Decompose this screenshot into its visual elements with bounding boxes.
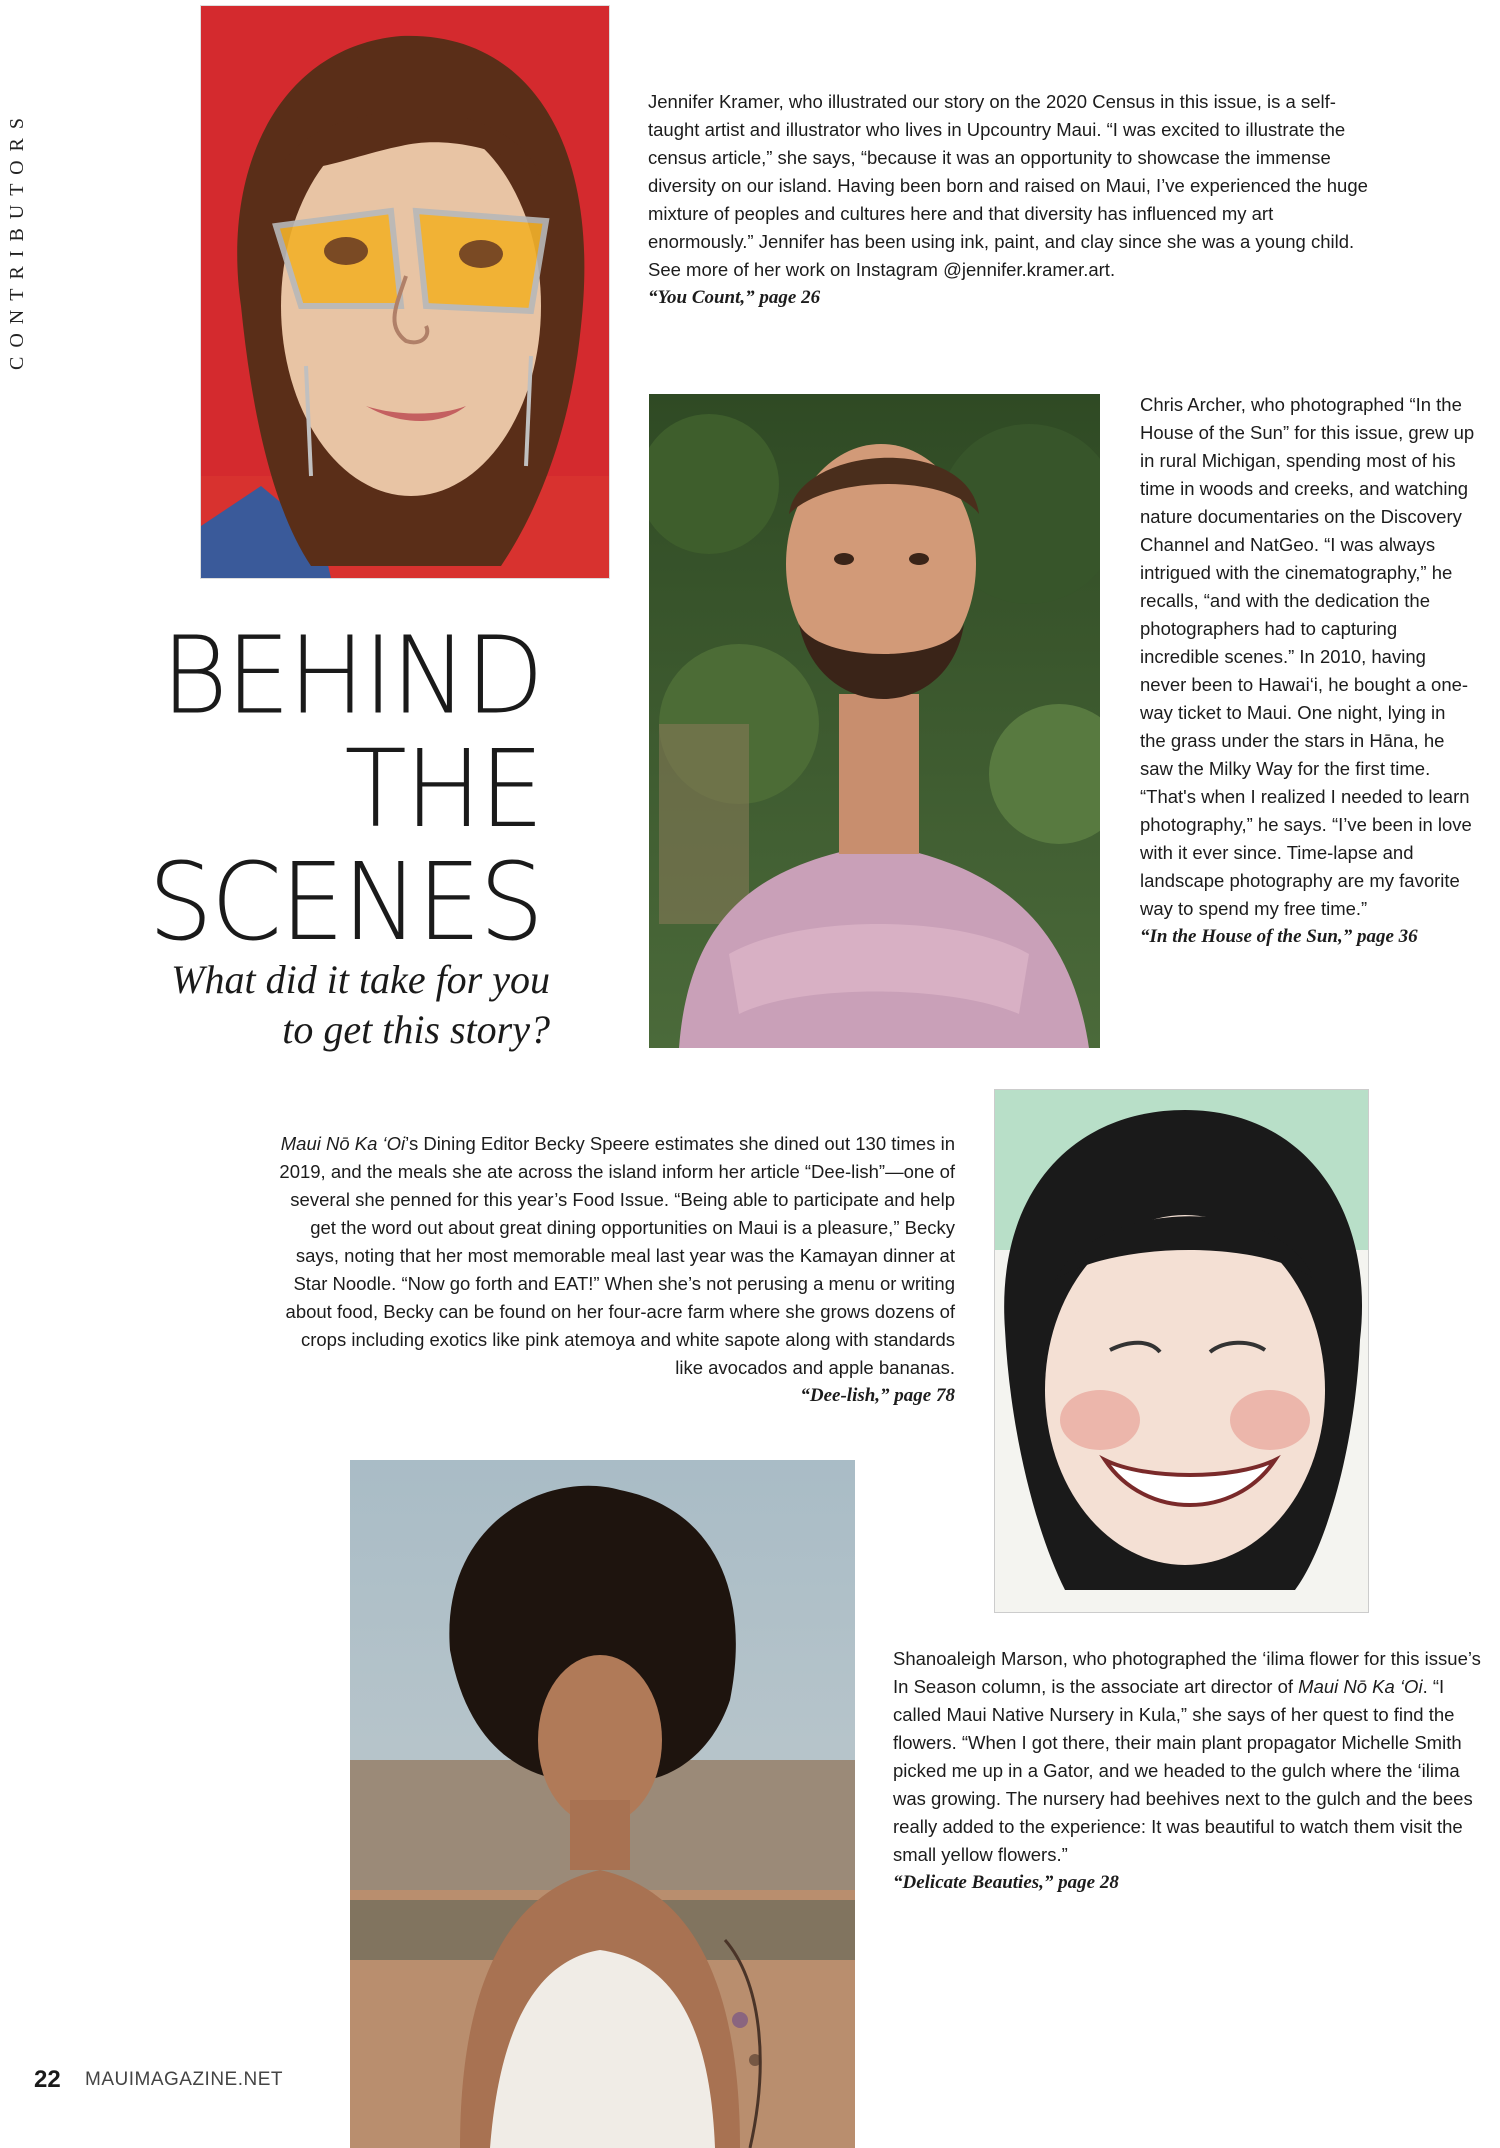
- headline-line: SCENES: [148, 840, 542, 966]
- shanoaleigh-marson-photo: [350, 1460, 855, 2148]
- bio-body: ’s Dining Editor Becky Speere estimates she dined out 130 times in 2019, and the meals she ate across the island inform her article “Dee-lish”—one of several she penned for this year’s Food Issue. “Being able to participate and help get the word out about great dining opportunities on Maui is a pleasure,” Becky says, noting that her most memorable meal last year was the Kamayan dinner at Star Noodle. “Now go forth and EAT!” When she’s not perusing a menu or writing about food, Becky can be found on her four-acre farm where she grows dozens of crops including exotics like pink atemoya and white sapote along with standards like avocados and apple bananas.: [279, 1133, 955, 1378]
- contributor-bio-jennifer: [648, 88, 1370, 312]
- page-number: 22: [34, 2066, 61, 2093]
- bio-text: Chris Archer, who photographed “In the House of the Sun” for this issue, grew up in rural Michigan, spending most of his time in woods and creeks, and watching nature documentaries on the Discovery Channel and NatGeo. “I was always intrigued with the cinematography,” he recalls, “and with the dedication the photographers had to capturing incredible scenes.” In 2010, having never been to Hawai‘i, he bought a one-way ticket to Maui. One night, lying in the grass under the stars in Hāna, he saw the Milky Way for the first time. “That's when I realized I needed to learn photography,” he says. “I’ve been in love with it ever since. Time-lapse and landscape photography are my favorite way to spend my free time.”: [1140, 394, 1475, 919]
- story-credit: “Dee-lish,” page 78: [800, 1385, 955, 1406]
- becky-speere-illustration: [995, 1090, 1368, 1612]
- page-headline: [90, 613, 542, 966]
- chris-archer-photo: [649, 394, 1100, 1048]
- headline-line: THE: [344, 727, 542, 853]
- bio-text: [893, 1645, 1483, 1869]
- contributor-bio-becky: [278, 1130, 955, 1410]
- page-subhead: [60, 955, 550, 1055]
- bio-body: Shanoaleigh Marson, who photographed the ‘ilima flower for this issue’s In Season column, is the associate art director of: [893, 1648, 1481, 1697]
- publication-name: Maui Nō Ka ‘Oi: [1298, 1676, 1423, 1697]
- subhead-line: What did it take for you: [171, 957, 550, 1002]
- bio-text: Jennifer Kramer, who illustrated our story on the 2020 Census in this issue, is a self-taught artist and illustrator who lives in Upcountry Maui. “I was excited to illustrate the census article,” she says, “because it was an opportunity to showcase the immense diversity on our island. Having been born and raised on Maui, I’ve experienced the huge mixture of peoples and cultures here and that diversity has influenced my art enormously.” Jennifer has been using ink, paint, and clay since she was a young child. See more of her work on Instagram @jennifer.kramer.art.: [648, 91, 1368, 280]
- contributor-bio-chris: [1140, 391, 1476, 951]
- story-credit: “In the House of the Sun,” page 36: [1140, 926, 1418, 947]
- section-label: CONTRIBUTORS: [6, 109, 28, 370]
- website-link[interactable]: MAUIMAGAZINE.NET: [85, 2069, 284, 2090]
- story-credit: “Delicate Beauties,” page 28: [893, 1872, 1119, 1893]
- headline-line: BEHIND: [161, 613, 542, 739]
- jennifer-kramer-illustration: [201, 6, 609, 578]
- contributor-bio-shanoaleigh: [893, 1645, 1483, 1897]
- publication-name: Maui Nō Ka ‘Oi: [280, 1133, 406, 1154]
- bio-body: . “I called Maui Native Nursery in Kula,” she says of her quest to find the flowers. “When I got there, their main plant propagator Michelle Smith picked me up in a Gator, and we headed to the gulch where the ‘ilima was growing. The nursery had beehives next to the gulch and the bees really added to the experience: It was beautiful to watch them visit the small yellow flowers.”: [893, 1676, 1473, 1865]
- subhead-line: to get this story?: [282, 1007, 550, 1052]
- bio-text: [278, 1130, 955, 1382]
- story-credit: “You Count,” page 26: [648, 287, 821, 308]
